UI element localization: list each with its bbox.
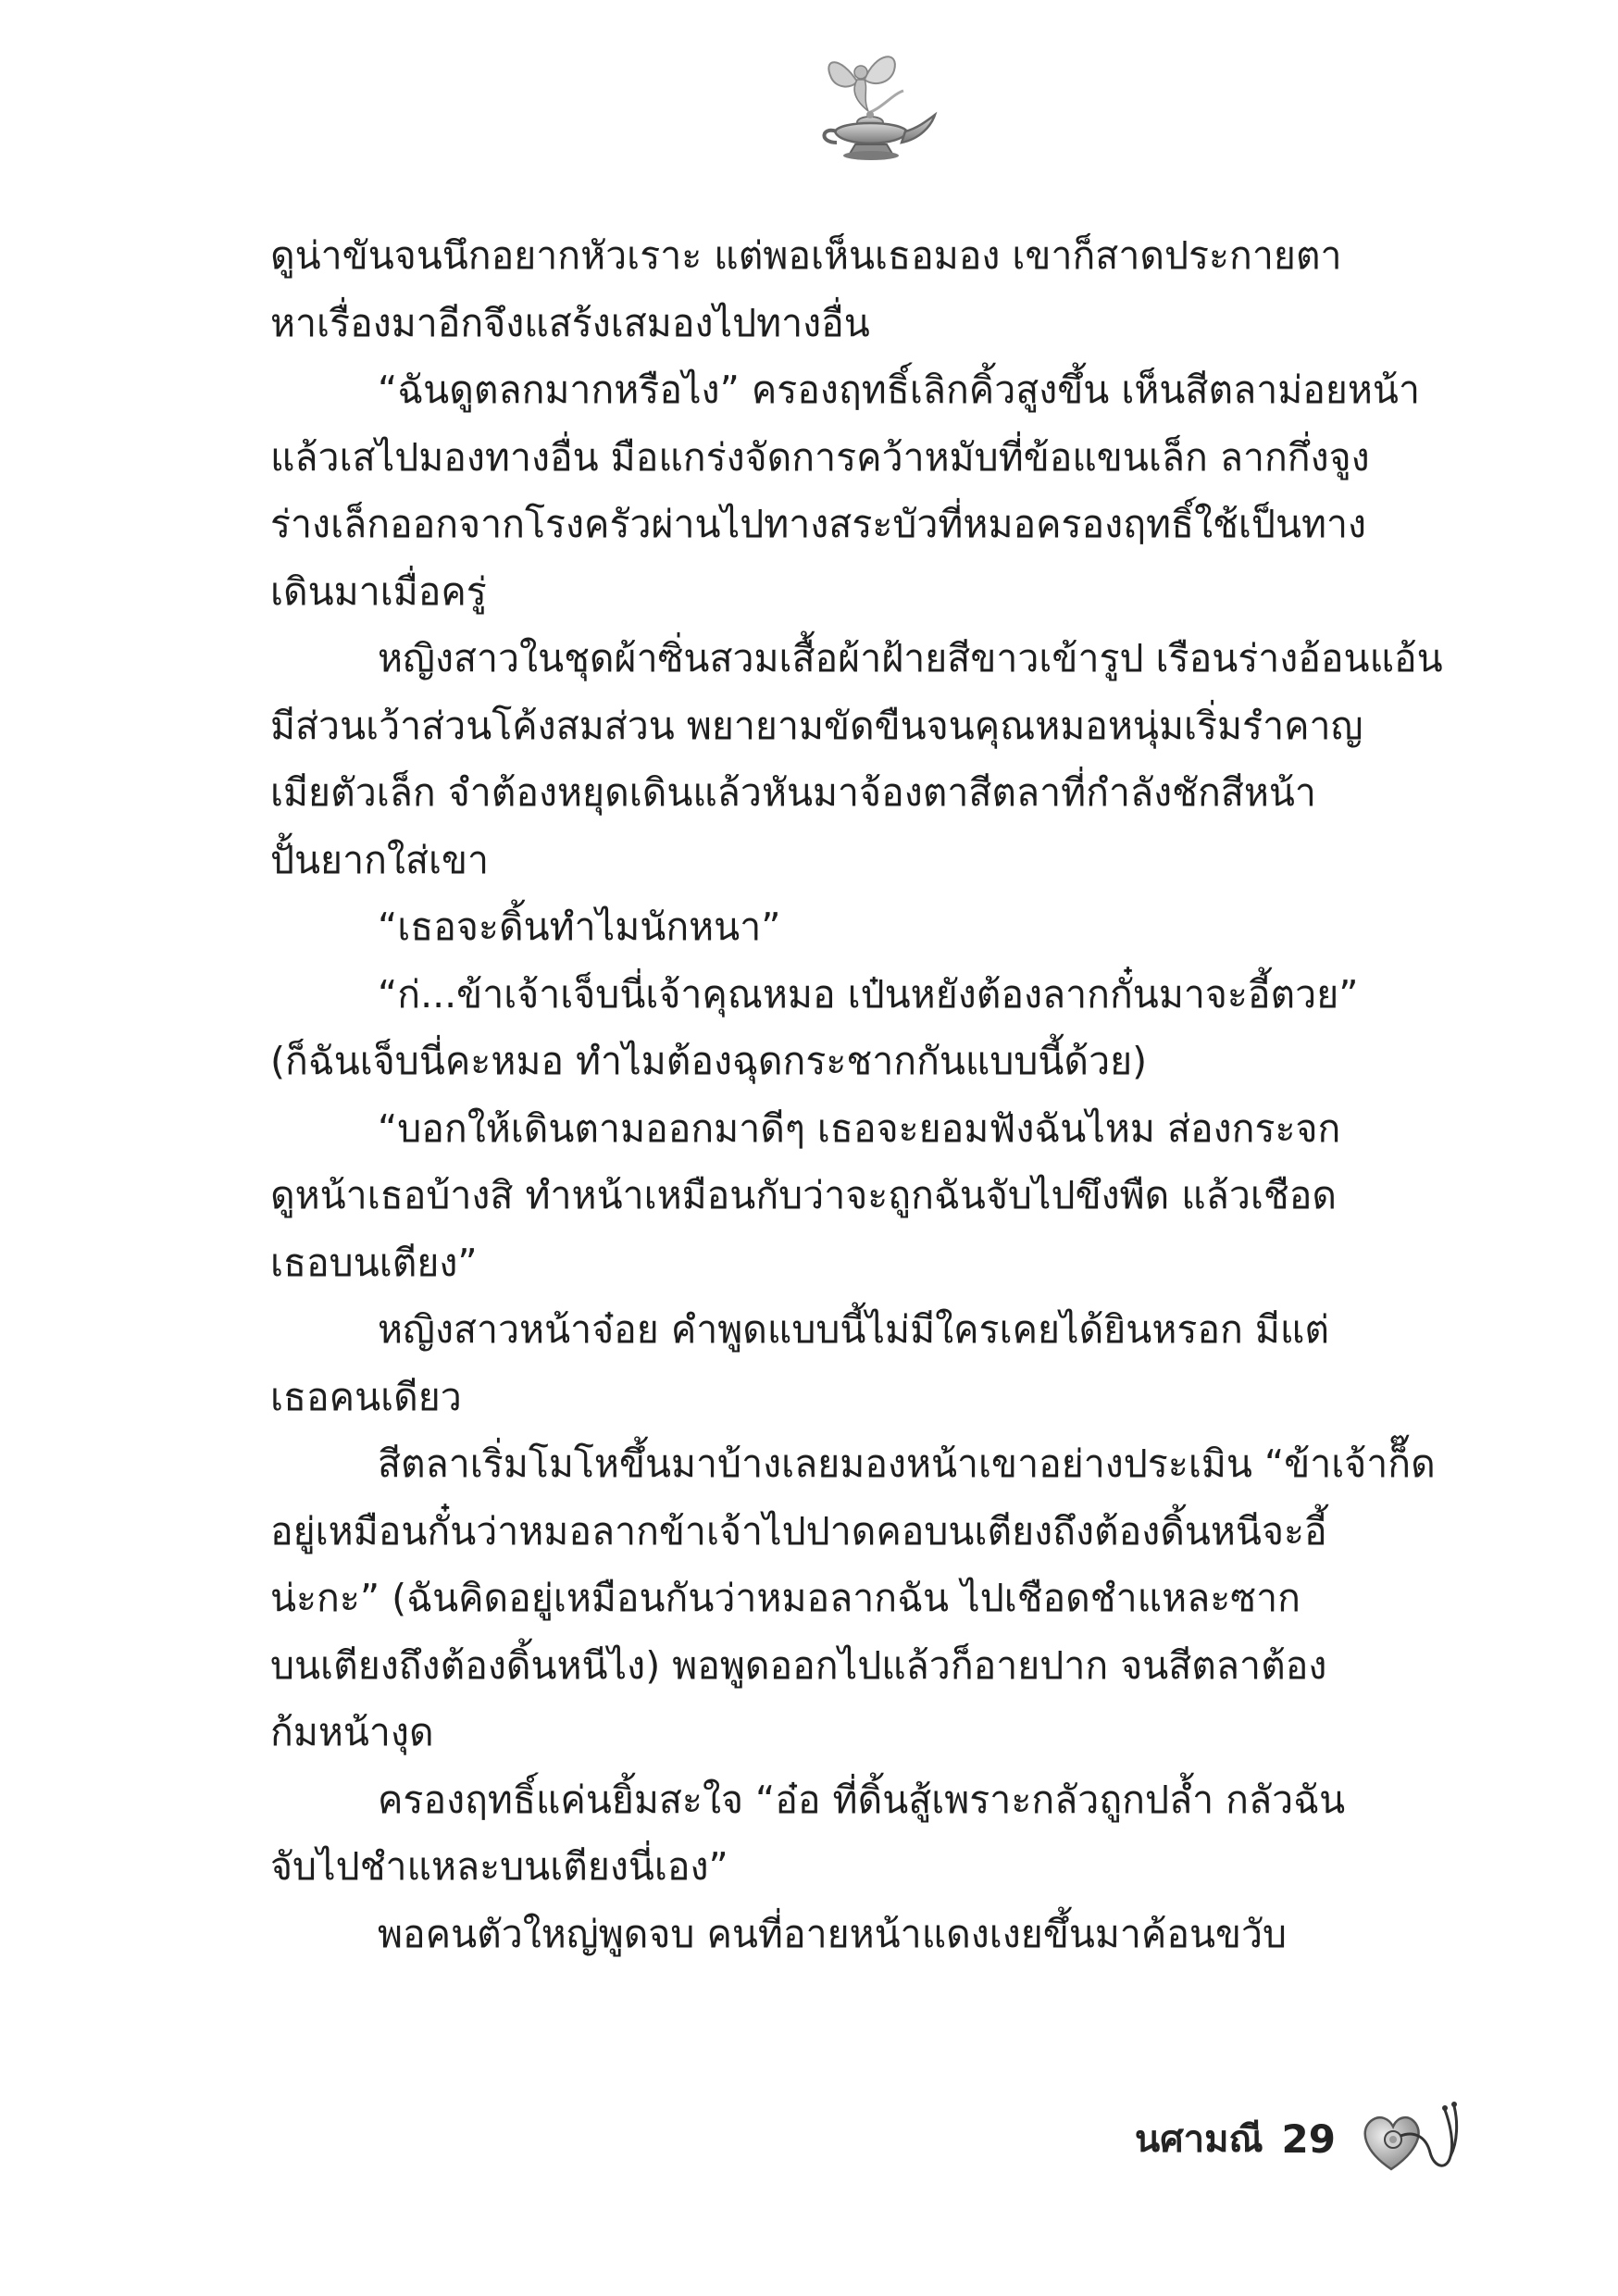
- text-line: “เธอจะดิ้นทำไมนักหนา”: [378, 905, 781, 949]
- text-line: พอคนตัวใหญ่พูดจบ คนที่อายหน้าแดงเงยขึ้นมาค้อนขวับ: [378, 1911, 1288, 1956]
- book-title: นศามณี: [1134, 2118, 1263, 2161]
- page-number: 29: [1281, 2115, 1336, 2162]
- text-line: น่ะกะ” (ฉันคิดอยู่เหมือนกันว่าหมอลากฉัน ไปเชือดชำแหละซาก: [270, 1576, 1301, 1620]
- text-line: เธอบนเตียง”: [270, 1240, 478, 1285]
- body-text: [270, 222, 1462, 1967]
- text-line: “บอกให้เดินตามออกมาดีๆ เธอจะยอมฟังฉันไหม ส่องกระจก: [378, 1105, 1341, 1151]
- text-line: เดินมาเมื่อครู่: [270, 568, 487, 614]
- text-line: ร่างเล็กออกจากโรงครัวผ่านไปทางสระบัวที่หมอครองฤทธิ์ใช้เป็นทาง: [270, 502, 1367, 546]
- text-line: บนเตียงถึงต้องดิ้นหนีไง) พอพูดออกไปแล้วก็อายปาก จนสีตลาต้อง: [270, 1642, 1327, 1688]
- text-line: หญิงสาวในชุดผ้าซิ่นสวมเสื้อผ้าฝ้ายสีขาวเข้ารูป เรือนร่างอ้อนแอ้น: [378, 636, 1443, 680]
- text-line: ดูหน้าเธอบ้างสิ ทำหน้าเหมือนกับว่าจะถูกฉันจับไปขึงพืด แล้วเชือด: [270, 1173, 1337, 1217]
- text-line: “ฉันดูตลกมากหรือไง” ครองฤทธิ์เลิกคิ้วสูงขึ้น เห็นสีตลาม่อยหน้า: [378, 368, 1420, 412]
- text-line: เธอคนเดียว: [270, 1374, 462, 1419]
- text-line: (ก็ฉันเจ็บนี่คะหมอ ทำไมต้องฉุดกระชากกันแบบนี้ด้วย): [270, 1039, 1148, 1083]
- text-line: ดูน่าขันจนนึกอยากหัวเราะ แต่พอเห็นเธอมอง เขาก็สาดประกายตา: [270, 233, 1342, 278]
- text-line: เมียตัวเล็ก จำต้องหยุดเดินแล้วหันมาจ้องตาสีตลาที่กำลังชักสีหน้า: [270, 770, 1316, 815]
- page-footer: [1135, 2097, 1465, 2180]
- text-line: อยู่เหมือนกั๋นว่าหมอลากข้าเจ้าไปปาดคอบนเตียงถึงต้องดิ้นหนีจะอี้: [270, 1508, 1327, 1554]
- heart-stethoscope-icon: [1354, 2097, 1465, 2180]
- text-line: มีส่วนเว้าส่วนโค้งสมส่วน พยายามขัดขืนจนคุณหมอหนุ่มเริ่มรำคาญ: [270, 703, 1363, 748]
- text-line: “ก่...ข้าเจ้าเจ็บนี่เจ้าคุณหมอ เป๋นหยังต้องลากกั๋นมาจะอี้ตวย”: [378, 971, 1359, 1017]
- text-line: ปั้นยากใส่เขา: [270, 837, 490, 882]
- text-line: หญิงสาวหน้าจ๋อย คำพูดแบบนี้ไม่มีใครเคยได้ยินหรอก มีแต่: [378, 1307, 1329, 1352]
- text-line: หาเรื่องมาอีกจึงแสร้งเสมองไปทางอื่น: [270, 300, 870, 345]
- text-line: สีตลาเริ่มโมโหขึ้นมาบ้างเลยมองหน้าเขาอย่างประเมิน “ข้าเจ้าก็๊ด: [378, 1441, 1436, 1486]
- text-line: จับไปชำแหละบนเตียงนี่เอง”: [270, 1844, 728, 1889]
- text-line: แล้วเสไปมองทางอื่น มือแกร่งจัดการคว้าหมับที่ข้อแขนเล็ก ลากกึ่งจูง: [270, 434, 1370, 480]
- magic-lamp-fairy-icon: [803, 46, 942, 167]
- text-line: ก้มหน้างุด: [270, 1710, 434, 1754]
- text-line: ครองฤทธิ์แค่นยิ้มสะใจ “อ๋อ ที่ดิ้นสู้เพราะกลัวถูกปล้ำ กลัวฉัน: [378, 1777, 1346, 1822]
